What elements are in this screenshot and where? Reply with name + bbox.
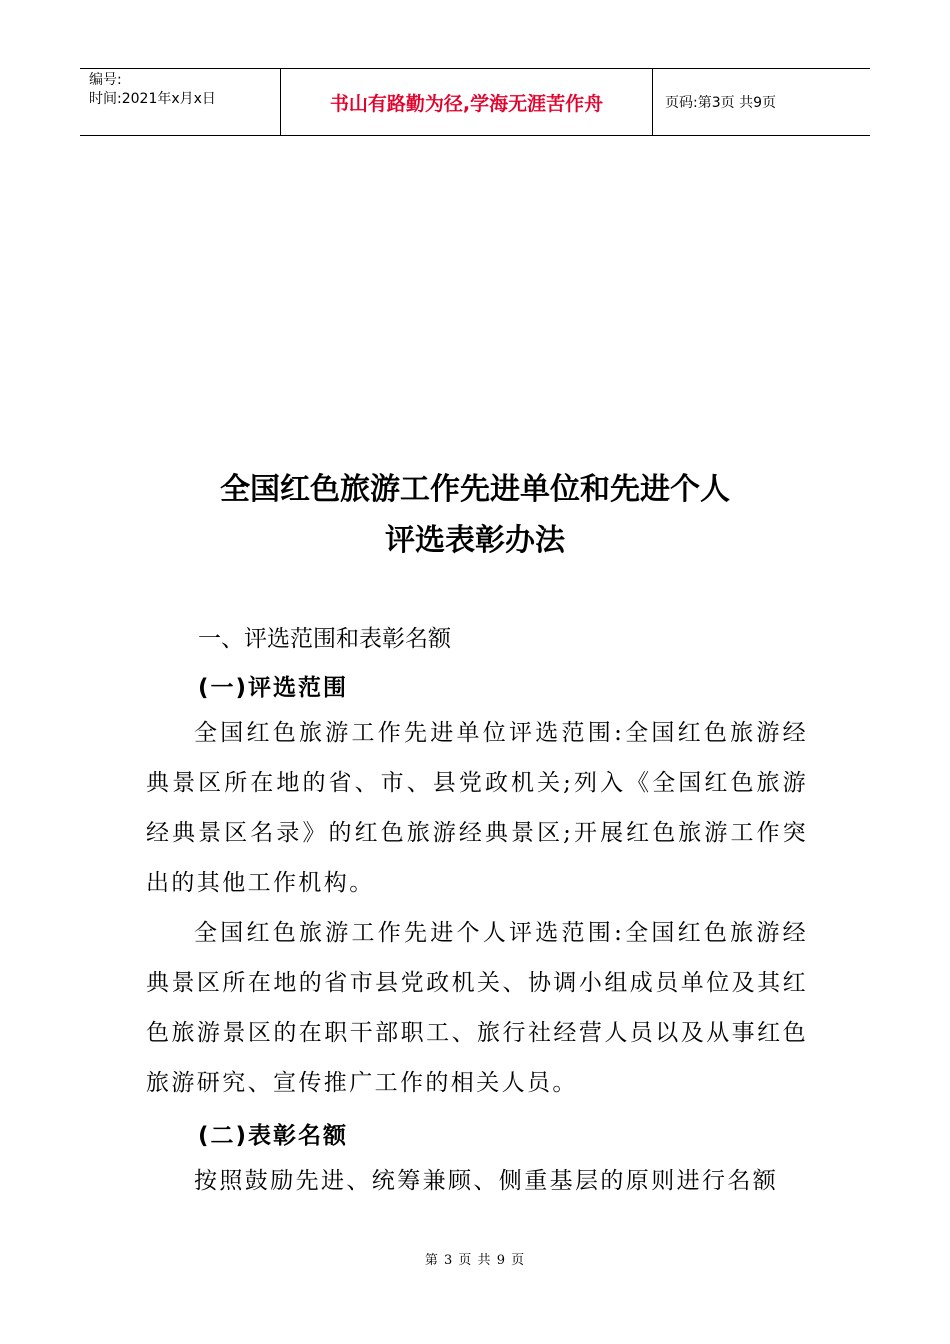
- page-footer: 第 3 页 共 9 页: [424, 1253, 526, 1268]
- subsection-heading-scope: (一)评选范围: [198, 675, 349, 701]
- number-label: 编号:: [89, 72, 122, 88]
- header-motto: 书山有路勤为径,学海无涯苦作舟: [281, 69, 653, 135]
- paragraph-individual-scope: 全国红色旅游工作先进个人评选范围:全国红色旅游经典景区所在地的省市县党政机关、协调小组成员单位及其红色旅游景区的在职干部职工、旅行社经营人员以及从事红色旅游研究、宣传推广工作的相关人员。: [146, 920, 808, 1096]
- time-label: 时间:2021年x月x日: [89, 91, 216, 107]
- paragraph-unit-scope: 全国红色旅游工作先进单位评选范围:全国红色旅游经典景区所在地的省、市、县党政机关;列入《全国红色旅游经典景区名录》的红色旅游经典景区;开展红色旅游工作突出的其他工作机构。: [146, 720, 808, 896]
- header-page-info: 页码:第3页 共9页: [665, 95, 776, 111]
- document-title-line1: 全国红色旅游工作先进单位和先进个人: [220, 472, 730, 507]
- document-header: [80, 68, 870, 136]
- section-heading-1: 一、评选范围和表彰名额: [198, 626, 451, 652]
- header-meta: [80, 69, 281, 135]
- subsection-heading-quota: (二)表彰名额: [198, 1123, 349, 1149]
- paragraph-quota: 按照鼓励先进、统筹兼顾、侧重基层的原则进行名额: [194, 1168, 779, 1194]
- document-title-line2: 评选表彰办法: [385, 523, 565, 558]
